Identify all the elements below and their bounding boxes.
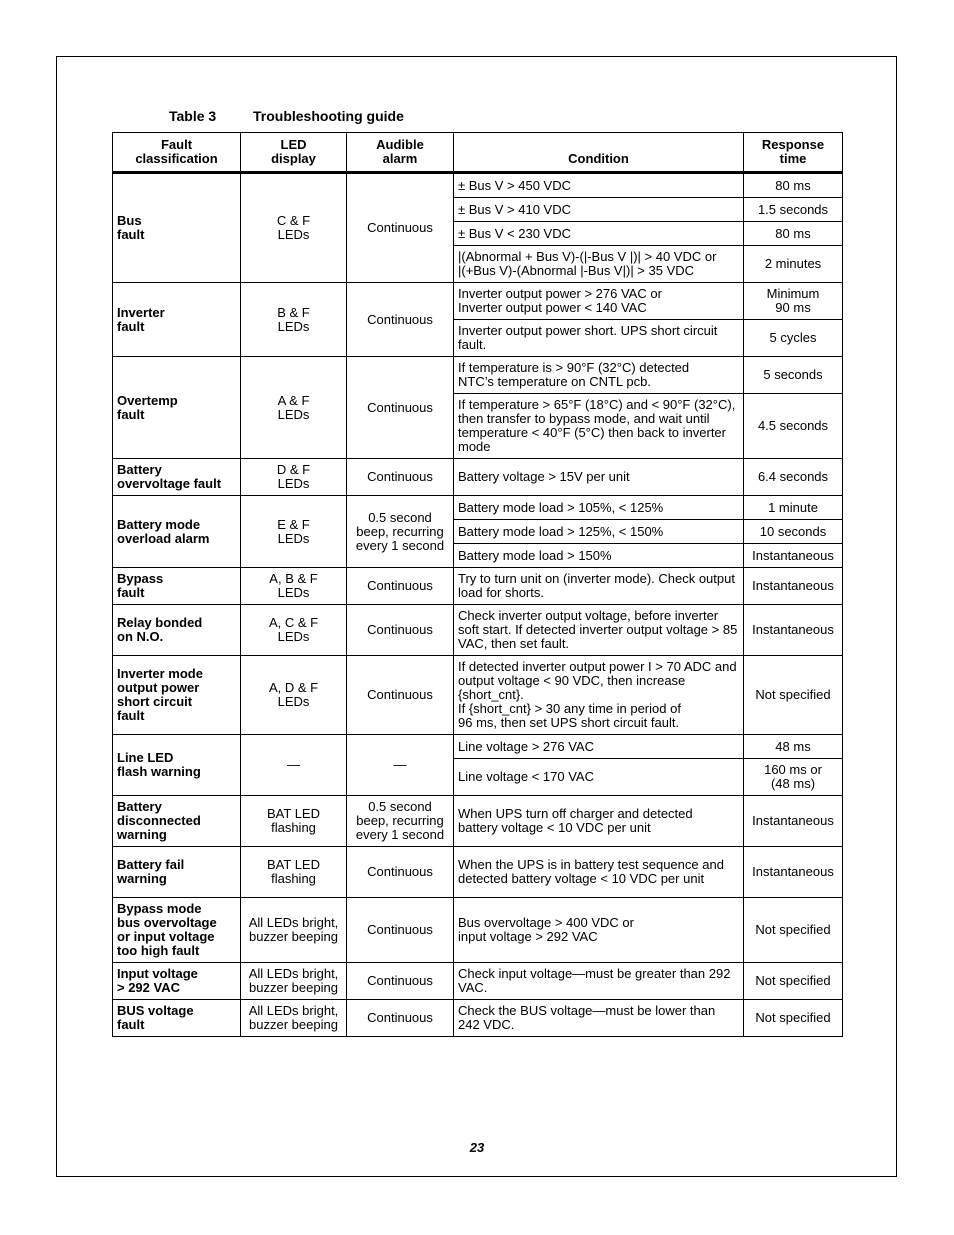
page-number: 23 bbox=[469, 1140, 485, 1155]
led-display-cell: D & F LEDs bbox=[241, 459, 347, 496]
table-row bbox=[113, 605, 843, 656]
response-time-cell: Minimum 90 ms bbox=[744, 283, 843, 320]
condition-cell: Line voltage > 276 VAC bbox=[454, 735, 744, 759]
fault-classification-cell: Line LED flash warning bbox=[113, 735, 241, 796]
response-time-cell: 1.5 seconds bbox=[744, 198, 843, 222]
led-display-cell: All LEDs bright, buzzer beeping bbox=[241, 898, 347, 963]
led-display-cell: All LEDs bright, buzzer beeping bbox=[241, 963, 347, 1000]
table-row bbox=[113, 496, 843, 520]
table-body bbox=[113, 173, 843, 1037]
table-header-row bbox=[113, 133, 843, 173]
condition-cell: Try to turn unit on (inverter mode). Check output load for shorts. bbox=[454, 568, 744, 605]
table-row bbox=[113, 568, 843, 605]
response-time-cell: Instantaneous bbox=[744, 568, 843, 605]
fault-classification-cell: Battery disconnected warning bbox=[113, 796, 241, 847]
header-fault-classification: Fault classification bbox=[113, 133, 241, 173]
response-time-cell: Instantaneous bbox=[744, 847, 843, 898]
response-time-cell: 160 ms or (48 ms) bbox=[744, 759, 843, 796]
audible-alarm-cell: Continuous bbox=[347, 847, 454, 898]
condition-cell: Bus overvoltage > 400 VDC or input voltage > 292 VAC bbox=[454, 898, 744, 963]
audible-alarm-cell: Continuous bbox=[347, 459, 454, 496]
audible-alarm-cell: — bbox=[347, 735, 454, 796]
condition-cell: If temperature > 65°F (18°C) and < 90°F (32°C), then transfer to bypass mode, and wait until temperature < 40°F (5°C) then back to inverter mode bbox=[454, 394, 744, 459]
response-time-cell: 4.5 seconds bbox=[744, 394, 843, 459]
led-display-cell: C & F LEDs bbox=[241, 173, 347, 283]
condition-cell: ± Bus V < 230 VDC bbox=[454, 222, 744, 246]
table-row bbox=[113, 898, 843, 963]
header-condition: Condition bbox=[454, 133, 744, 173]
audible-alarm-cell: Continuous bbox=[347, 898, 454, 963]
fault-classification-cell: Bypass mode bus overvoltage or input voltage too high fault bbox=[113, 898, 241, 963]
table-row bbox=[113, 656, 843, 735]
fault-classification-cell: Bypass fault bbox=[113, 568, 241, 605]
response-time-cell: 2 minutes bbox=[744, 246, 843, 283]
led-display-cell: BAT LED flashing bbox=[241, 847, 347, 898]
condition-cell: If detected inverter output power I > 70 ADC and output voltage < 90 VDC, then increase {short_cnt}. If {short_cnt} > 30 any time in period of 96 ms, then set UPS short circuit fault. bbox=[454, 656, 744, 735]
condition-cell: |(Abnormal + Bus V)-(|-Bus V |)| > 40 VDC or |(+Bus V)-(Abnormal |-Bus V|)| > 35 VDC bbox=[454, 246, 744, 283]
table-row bbox=[113, 735, 843, 759]
led-display-cell: A, B & F LEDs bbox=[241, 568, 347, 605]
response-time-cell: 48 ms bbox=[744, 735, 843, 759]
fault-classification-cell: Input voltage > 292 VAC bbox=[113, 963, 241, 1000]
condition-cell: Check the BUS voltage—must be lower than 242 VDC. bbox=[454, 1000, 744, 1037]
response-time-cell: Instantaneous bbox=[744, 796, 843, 847]
condition-cell: ± Bus V > 410 VDC bbox=[454, 198, 744, 222]
led-display-cell: A, C & F LEDs bbox=[241, 605, 347, 656]
led-display-cell: E & F LEDs bbox=[241, 496, 347, 568]
response-time-cell: 80 ms bbox=[744, 222, 843, 246]
table-row bbox=[113, 963, 843, 1000]
condition-cell: Inverter output power short. UPS short circuit fault. bbox=[454, 320, 744, 357]
header-response-time: Response time bbox=[744, 133, 843, 173]
fault-classification-cell: Relay bonded on N.O. bbox=[113, 605, 241, 656]
audible-alarm-cell: 0.5 second beep, recurring every 1 second bbox=[347, 796, 454, 847]
table-title: Troubleshooting guide bbox=[253, 108, 404, 124]
fault-classification-cell: Bus fault bbox=[113, 173, 241, 283]
response-time-cell: 1 minute bbox=[744, 496, 843, 520]
fault-classification-cell: BUS voltage fault bbox=[113, 1000, 241, 1037]
table-row bbox=[113, 357, 843, 394]
header-audible-alarm: Audible alarm bbox=[347, 133, 454, 173]
condition-cell: When UPS turn off charger and detected battery voltage < 10 VDC per unit bbox=[454, 796, 744, 847]
response-time-cell: 80 ms bbox=[744, 173, 843, 198]
response-time-cell: 5 seconds bbox=[744, 357, 843, 394]
response-time-cell: Not specified bbox=[744, 898, 843, 963]
response-time-cell: Not specified bbox=[744, 963, 843, 1000]
fault-classification-cell: Inverter fault bbox=[113, 283, 241, 357]
table-row bbox=[113, 283, 843, 320]
table-label: Table 3 bbox=[169, 108, 217, 124]
response-time-cell: Not specified bbox=[744, 1000, 843, 1037]
condition-cell: When the UPS is in battery test sequence and detected battery voltage < 10 VDC per unit bbox=[454, 847, 744, 898]
table-row bbox=[113, 173, 843, 198]
led-display-cell: A & F LEDs bbox=[241, 357, 347, 459]
led-display-cell: — bbox=[241, 735, 347, 796]
audible-alarm-cell: 0.5 second beep, recurring every 1 second bbox=[347, 496, 454, 568]
fault-classification-cell: Battery overvoltage fault bbox=[113, 459, 241, 496]
condition-cell: Inverter output power > 276 VAC or Inverter output power < 140 VAC bbox=[454, 283, 744, 320]
response-time-cell: Instantaneous bbox=[744, 605, 843, 656]
table-caption bbox=[169, 108, 404, 124]
led-display-cell: All LEDs bright, buzzer beeping bbox=[241, 1000, 347, 1037]
audible-alarm-cell: Continuous bbox=[347, 283, 454, 357]
audible-alarm-cell: Continuous bbox=[347, 963, 454, 1000]
audible-alarm-cell: Continuous bbox=[347, 568, 454, 605]
condition-cell: Battery voltage > 15V per unit bbox=[454, 459, 744, 496]
audible-alarm-cell: Continuous bbox=[347, 357, 454, 459]
condition-cell: Check input voltage—must be greater than 292 VAC. bbox=[454, 963, 744, 1000]
led-display-cell: A, D & F LEDs bbox=[241, 656, 347, 735]
fault-classification-cell: Overtemp fault bbox=[113, 357, 241, 459]
response-time-cell: Instantaneous bbox=[744, 544, 843, 568]
fault-classification-cell: Battery fail warning bbox=[113, 847, 241, 898]
led-display-cell: BAT LED flashing bbox=[241, 796, 347, 847]
led-display-cell: B & F LEDs bbox=[241, 283, 347, 357]
header-led-display: LED display bbox=[241, 133, 347, 173]
fault-classification-cell: Inverter mode output power short circuit fault bbox=[113, 656, 241, 735]
condition-cell: Check inverter output voltage, before inverter soft start. If detected inverter output voltage > 85 VAC, then set fault. bbox=[454, 605, 744, 656]
response-time-cell: Not specified bbox=[744, 656, 843, 735]
condition-cell: ± Bus V > 450 VDC bbox=[454, 173, 744, 198]
condition-cell: Battery mode load > 125%, < 150% bbox=[454, 520, 744, 544]
audible-alarm-cell: Continuous bbox=[347, 173, 454, 283]
audible-alarm-cell: Continuous bbox=[347, 605, 454, 656]
condition-cell: Battery mode load > 105%, < 125% bbox=[454, 496, 744, 520]
condition-cell: If temperature is > 90°F (32°C) detected NTC’s temperature on CNTL pcb. bbox=[454, 357, 744, 394]
response-time-cell: 5 cycles bbox=[744, 320, 843, 357]
condition-cell: Line voltage < 170 VAC bbox=[454, 759, 744, 796]
table-row bbox=[113, 796, 843, 847]
audible-alarm-cell: Continuous bbox=[347, 1000, 454, 1037]
fault-classification-cell: Battery mode overload alarm bbox=[113, 496, 241, 568]
condition-cell: Battery mode load > 150% bbox=[454, 544, 744, 568]
table-row bbox=[113, 459, 843, 496]
table-row bbox=[113, 847, 843, 898]
troubleshooting-table bbox=[112, 132, 843, 1037]
audible-alarm-cell: Continuous bbox=[347, 656, 454, 735]
response-time-cell: 10 seconds bbox=[744, 520, 843, 544]
response-time-cell: 6.4 seconds bbox=[744, 459, 843, 496]
table-row bbox=[113, 1000, 843, 1037]
